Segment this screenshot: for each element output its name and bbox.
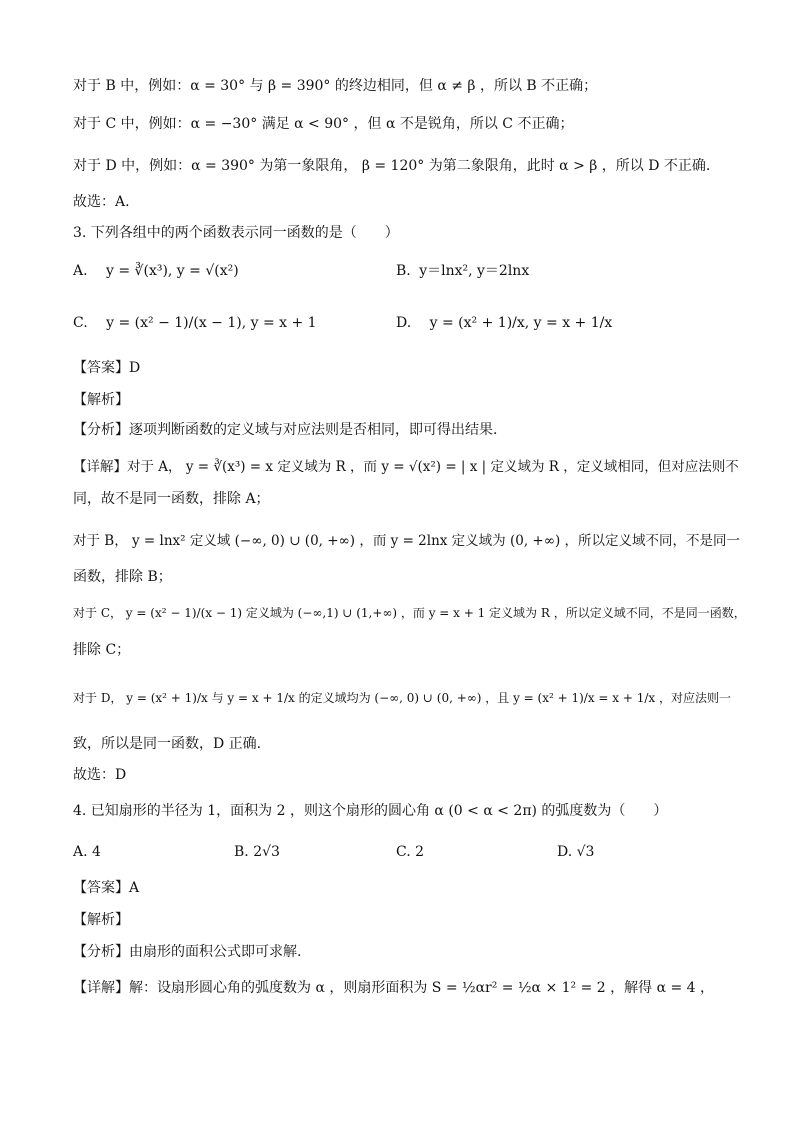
q3-detail-b-1: 对于 B， y = lnx² 定义域 (−∞, 0) ∪ (0, +∞) ，而 y = 2lnx 定义域为 (0, +∞) ，所以定义域不同，不是同一 (73, 533, 741, 549)
q3-option-a-label: A. (73, 263, 88, 279)
q3-option-d-label: D. (396, 315, 412, 331)
q3-option-c (73, 314, 317, 332)
q3-option-d-text: y = (x² + 1)/x, y = x + 1/x (429, 315, 613, 331)
q4-option-c: C. 2 (396, 844, 425, 860)
q3-option-a-text: y = ∛(x³), y = √(x²) (106, 263, 239, 279)
q3-answer: 【答案】D (73, 360, 141, 376)
q4-option-b: B. 2√3 (234, 844, 280, 860)
q3-option-c-text: y = (x² − 1)/(x − 1), y = x + 1 (106, 315, 317, 331)
q3-option-b (396, 262, 529, 280)
q3-detail-c-2: 排除 C； (73, 642, 131, 658)
q3-analysis-tag: 【解析】 (73, 392, 129, 408)
q3-detail-d-1: 对于 D， y = (x² + 1)/x 与 y = x + 1/x 的定义域均为 (−∞, 0) ∪ (0, +∞) ，且 y = (x² + 1)/x = x + 1/x ，对应法则一 (73, 691, 731, 705)
q3-option-a (73, 262, 239, 280)
q4-detail: 【详解】解：设扇形圆心角的弧度数为 α ，则扇形面积为 S = ½αr² = ½α × 1² = 2 ，解得 α = 4 ， (73, 980, 715, 996)
q3-option-b-label: B. (396, 263, 411, 279)
q3-stem: 3. 下列各组中的两个函数表示同一函数的是（ ） (73, 225, 399, 241)
q3-option-b-text: y＝lnx², y＝2lnx (419, 263, 530, 279)
q3-option-d (396, 314, 612, 332)
q4-analysis-tag: 【解析】 (73, 912, 129, 928)
b-case-line: 对于 B 中，例如：α = 30° 与 β = 390° 的终边相同，但 α ≠ β ，所以 B 不正确； (73, 78, 598, 94)
q3-detail-d-2: 致，所以是同一函数，D 正确. (73, 736, 262, 752)
q3-detail-b-2: 函数，排除 B； (73, 569, 172, 585)
q3-detail-a-2: 同，故不是同一函数，排除 A； (73, 491, 270, 507)
c-case-line: 对于 C 中，例如：α = −30° 满足 α < 90° ，但 α 不是锐角，所以 C 不正确； (73, 116, 574, 132)
q4-option-d: D. √3 (557, 844, 595, 860)
q3-fenxi: 【分析】逐项判断函数的定义域与对应法则是否相同，即可得出结果. (73, 422, 498, 438)
q3-detail-c-1: 对于 C， y = (x² − 1)/(x − 1) 定义域为 (−∞,1) ∪ (1,+∞) ，而 y = x + 1 定义域为 R ，所以定义域不同，不是同一函数， (73, 606, 746, 620)
q4-answer: 【答案】A (73, 880, 140, 896)
q4-option-a: A. 4 (73, 844, 101, 860)
q4-stem: 4. 已知扇形的半径为 1，面积为 2 ，则这个扇形的圆心角 α (0 < α < 2π) 的弧度数为（ ） (73, 803, 668, 819)
q3-detail-a-1: 【详解】对于 A， y = ∛(x³) = x 定义域为 R ，而 y = √(x²) = | x | 定义域为 R ，定义域相同，但对应法则不 (73, 459, 739, 475)
d-case-line: 对于 D 中，例如：α = 390° 为第一象限角， β = 120° 为第二象限角，此时 α > β ，所以 D 不正确. (73, 158, 711, 174)
q4-fenxi: 【分析】由扇形的面积公式即可求解. (73, 944, 302, 960)
q2-choice: 故选：A. (73, 194, 130, 210)
q3-choice: 故选：D (73, 767, 127, 783)
q3-option-c-label: C. (73, 315, 88, 331)
